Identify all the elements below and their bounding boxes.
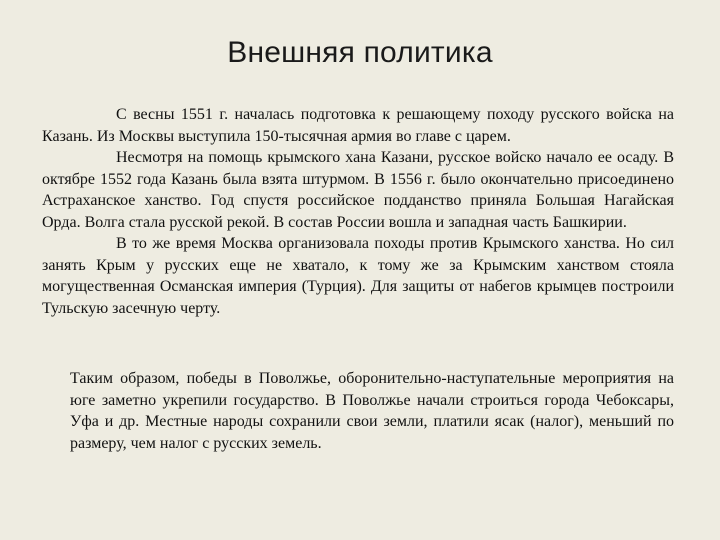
paragraph-kazan-campaign: С весны 1551 г. началась подготовка к решающему походу русского войска на Казань. Из Москвы выступила 150-тысячная армия во главе с царем.	[42, 106, 674, 145]
slide-title: Внешняя политика	[227, 36, 493, 69]
paragraph-crimean-khanate: В то же время Москва организовала походы против Крымского ханства. Но сил занять Крым у русских еще не хватало, к тому же за Крымским ханством стояла могущественная Османская империя (Турция). Для защиты от набегов крымцев построили Тульскую засечную черту.	[42, 235, 674, 317]
paragraph-conclusion: Таким образом, победы в Поволжье, оборонительно-наступательные мероприятия на юге заметно укрепили государство. В Поволжье начали строиться города Чебоксары, Уфа и др. Местные народы сохранили свои земли, платили ясак (налог), меньший по размеру, чем налог с русских земель.	[70, 370, 674, 452]
paragraph-volga-annexation: Несмотря на помощь крымского хана Казани, русское войско начало ее осаду. В октябре 1552 года Казань была взята штурмом. В 1556 г. было окончательно присоединено Астраханское ханство. Год спустя российское подданство приняла Большая Нагайская Орда. Волга стала русской рекой. В состав России вошла и западная часть Башкирии.	[42, 149, 674, 231]
slide-body	[42, 104, 674, 319]
